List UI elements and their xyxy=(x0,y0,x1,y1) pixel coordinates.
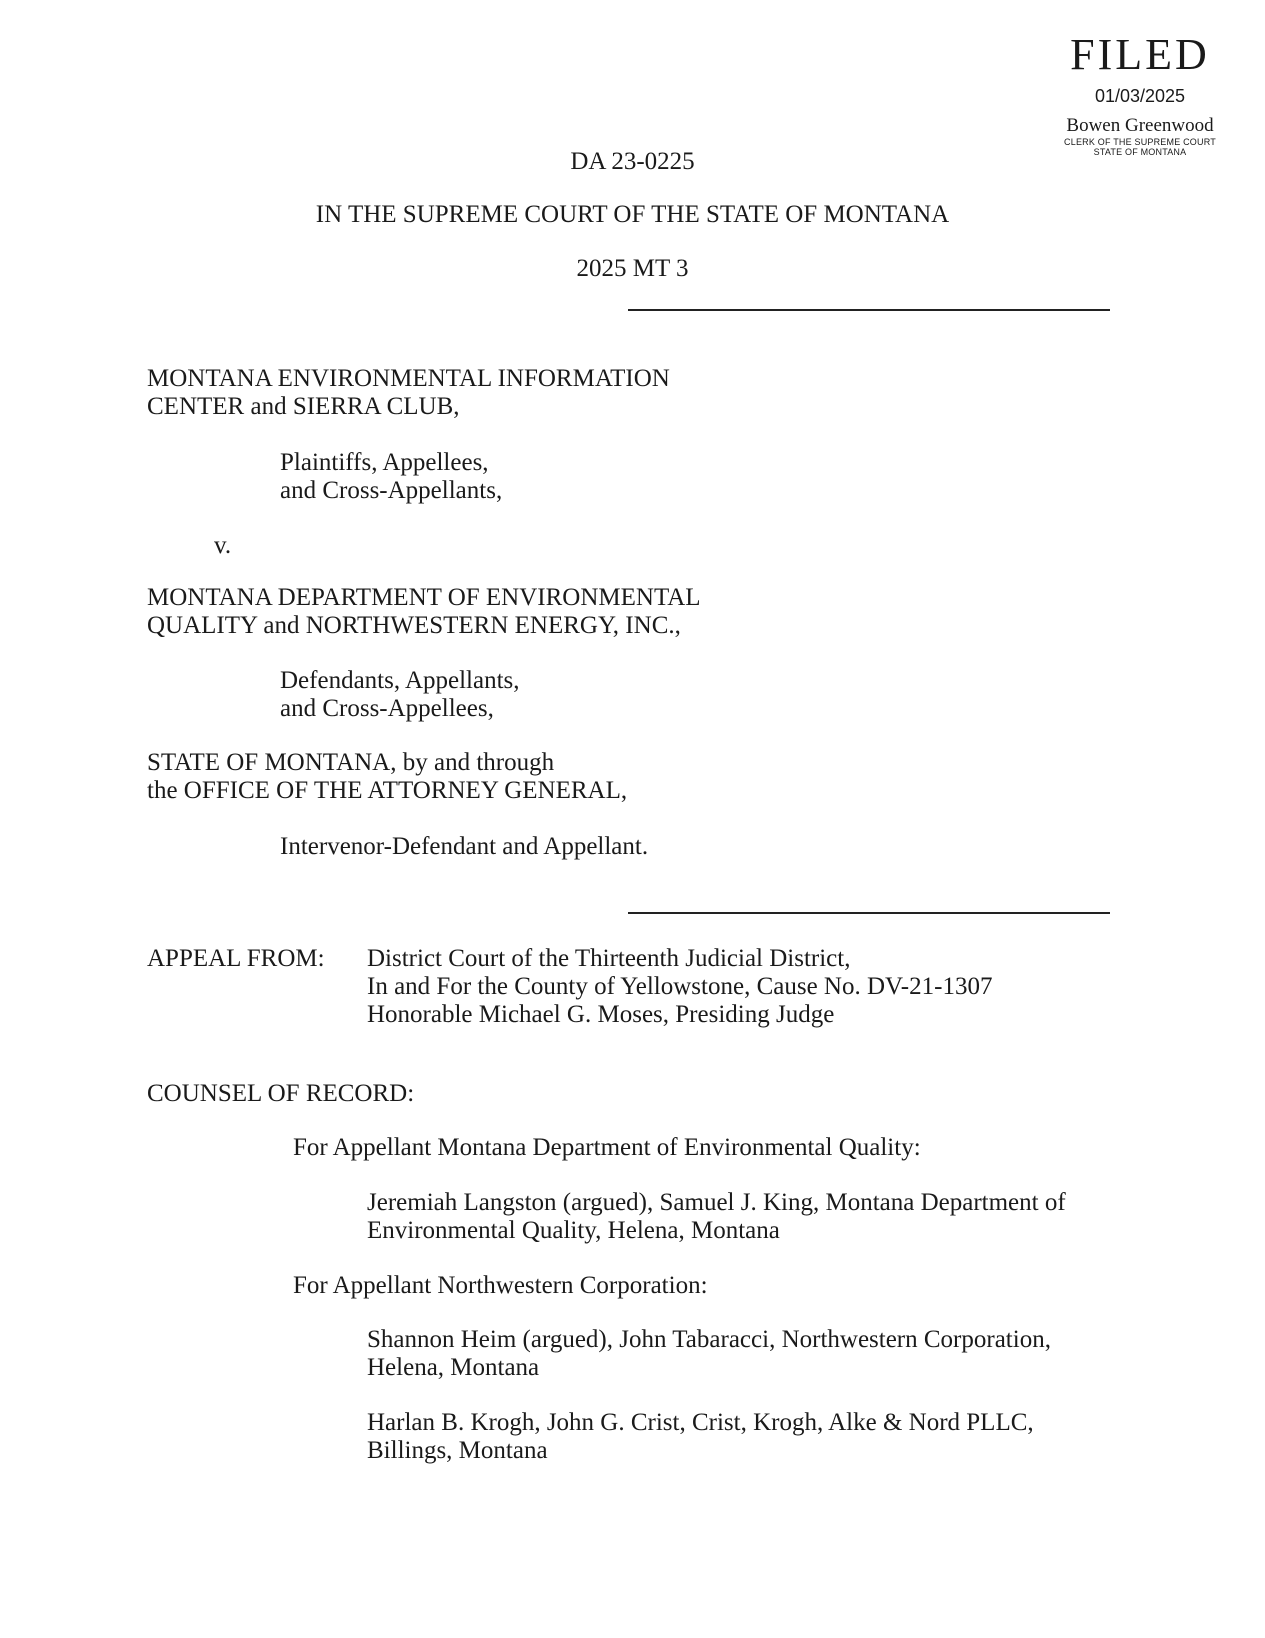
clerk-state: STATE OF MONTANA xyxy=(1093,147,1187,157)
intervenor-line: the OFFICE OF THE ATTORNEY GENERAL, xyxy=(147,777,628,804)
divider-rule xyxy=(628,912,1110,914)
counsel-entry-line: Shannon Heim (argued), John Tabaracci, Northwestern Corporation, xyxy=(367,1326,1051,1353)
intervenor-line: STATE OF MONTANA, by and through xyxy=(147,749,555,776)
defendants-line: MONTANA DEPARTMENT OF ENVIRONMENTAL xyxy=(147,584,701,611)
clerk-name: Bowen Greenwood xyxy=(1066,115,1214,136)
docket-number: DA 23-0225 xyxy=(570,148,695,175)
court-name: IN THE SUPREME COURT OF THE STATE OF MONTANA xyxy=(315,201,950,228)
defendants-name xyxy=(147,584,701,640)
defendants-line: QUALITY and NORTHWESTERN ENERGY, INC., xyxy=(147,612,681,639)
case-citation: 2025 MT 3 xyxy=(576,255,689,282)
counsel-entry-line: Billings, Montana xyxy=(367,1437,548,1464)
appeal-line: District Court of the Thirteenth Judicial District, xyxy=(367,945,851,972)
plaintiffs-line: MONTANA ENVIRONMENTAL INFORMATION xyxy=(147,365,670,392)
plaintiffs-name xyxy=(147,365,670,421)
appeal-line: In and For the County of Yellowstone, Cause No. DV-21-1307 xyxy=(367,973,993,1000)
filed-date: 01/03/2025 xyxy=(1094,86,1186,106)
appeal-line: Honorable Michael G. Moses, Presiding Judge xyxy=(367,1001,835,1028)
counsel-group-label: For Appellant Northwestern Corporation: xyxy=(293,1272,708,1299)
plaintiffs-role-line: and Cross-Appellants, xyxy=(280,477,503,504)
counsel-group-label: For Appellant Montana Department of Environmental Quality: xyxy=(293,1134,921,1161)
intervenor-role: Intervenor-Defendant and Appellant. xyxy=(280,833,649,860)
intervenor-name xyxy=(147,749,627,805)
defendants-role xyxy=(280,667,520,723)
appeal-label: APPEAL FROM: xyxy=(147,945,325,972)
counsel-entry-line: Helena, Montana xyxy=(367,1354,540,1381)
appeal-details xyxy=(367,945,992,1029)
plaintiffs-role xyxy=(280,449,502,505)
versus: v. xyxy=(214,532,232,559)
counsel-entry xyxy=(367,1189,1066,1245)
divider-rule xyxy=(628,309,1110,311)
filed-label: FILED xyxy=(1070,30,1210,79)
plaintiffs-role-line: Plaintiffs, Appellees, xyxy=(280,449,489,476)
defendants-role-line: and Cross-Appellees, xyxy=(280,695,494,722)
counsel-entry-line: Environmental Quality, Helena, Montana xyxy=(367,1217,780,1244)
plaintiffs-line: CENTER and SIERRA CLUB, xyxy=(147,393,460,420)
counsel-entry-line: Jeremiah Langston (argued), Samuel J. King, Montana Department of xyxy=(367,1189,1066,1216)
counsel-entry xyxy=(367,1326,1051,1382)
defendants-role-line: Defendants, Appellants, xyxy=(280,667,520,694)
counsel-heading: COUNSEL OF RECORD: xyxy=(147,1080,415,1107)
counsel-entry-line: Harlan B. Krogh, John G. Crist, Crist, Krogh, Alke & Nord PLLC, xyxy=(367,1409,1034,1436)
clerk-title: CLERK OF THE SUPREME COURT xyxy=(1064,137,1216,147)
counsel-entry xyxy=(367,1409,1034,1465)
filing-stamp xyxy=(1040,30,1240,157)
